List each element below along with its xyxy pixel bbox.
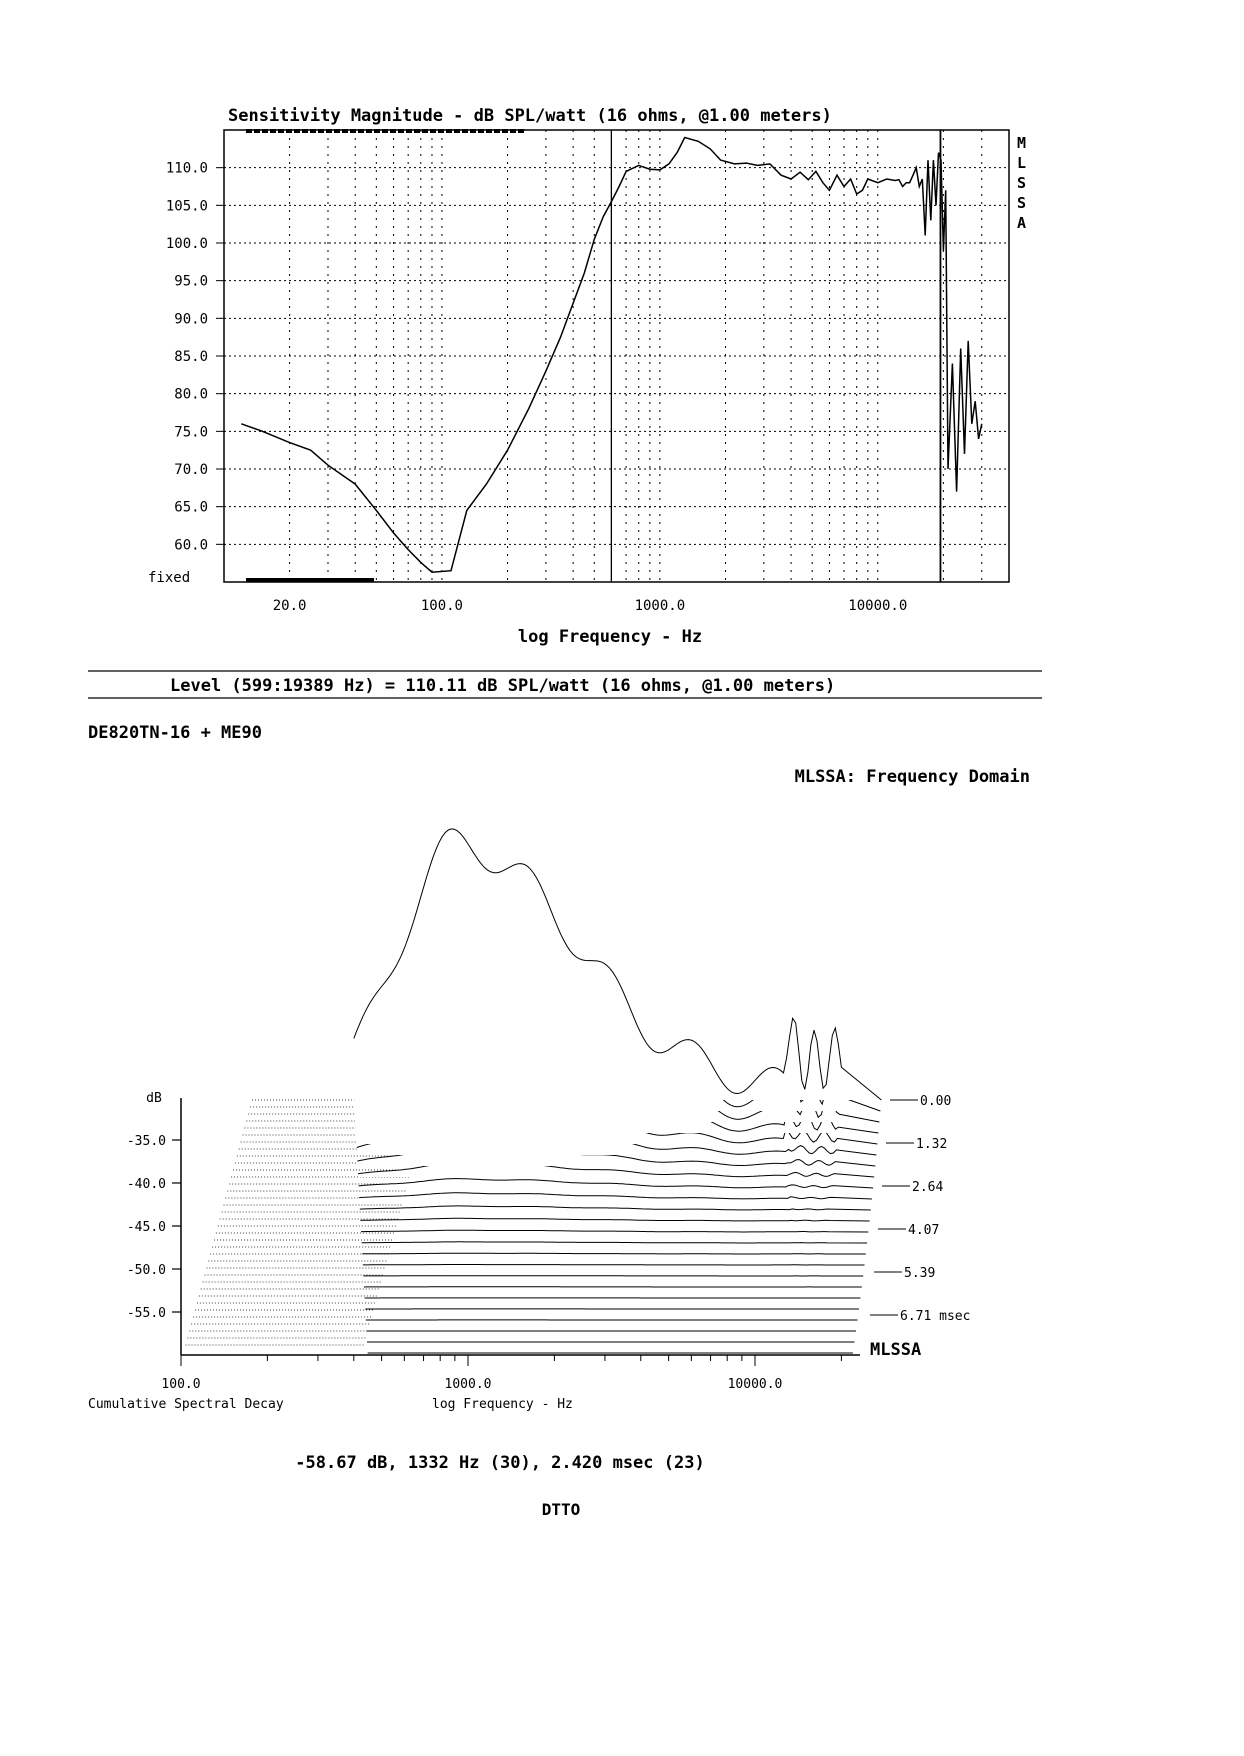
y-tick-label: 95.0 <box>174 273 208 290</box>
x-tick-label: 20.0 <box>272 598 307 614</box>
mlssa-side-label <box>1017 134 1026 232</box>
y-tick-label: -45.0 <box>126 1220 166 1235</box>
decay-slice <box>362 1253 866 1254</box>
chart-title: Sensitivity Magnitude - dB SPL/watt (16 ohms, @1.00 meters) <box>228 106 832 126</box>
y-tick-labels <box>127 1134 181 1321</box>
x-tick-label: 100.0 <box>161 1377 201 1392</box>
time-tick-labels <box>870 1094 970 1324</box>
waterfall-x-label: log Frequency - Hz <box>432 1397 573 1412</box>
x-tick-label: 10000.0 <box>727 1377 783 1392</box>
device-label: DE820TN-16 + ME90 <box>88 723 262 743</box>
side-label-letter: A <box>1017 214 1027 232</box>
level-readout: Level (599:19389 Hz) = 110.11 dB SPL/watt (16 ohms, @1.00 meters) <box>170 676 836 696</box>
time-tick-label: 6.71 msec <box>900 1309 971 1324</box>
y-tick-label: 60.0 <box>174 537 208 554</box>
decay-slice-fill <box>354 829 882 1100</box>
y-tick-label: 105.0 <box>165 198 208 215</box>
y-tick-label: 85.0 <box>174 349 208 365</box>
y-tick-label: 110.0 <box>165 160 208 177</box>
y-tick-label: -50.0 <box>126 1263 166 1278</box>
y-tick-label: 90.0 <box>174 311 208 328</box>
y-tick-label: 65.0 <box>174 499 208 516</box>
time-tick-label: 0.00 <box>920 1094 952 1109</box>
side-label-letter: S <box>1017 174 1027 192</box>
side-label-letter: L <box>1017 154 1027 172</box>
y-tick-label: -55.0 <box>126 1306 166 1321</box>
x-tick-label: 10000.0 <box>848 598 908 614</box>
y-tick-label: 75.0 <box>174 424 208 441</box>
sensitivity-chart <box>148 106 1026 647</box>
decay-slice <box>363 1265 865 1266</box>
y-tick-label: -40.0 <box>126 1177 166 1192</box>
x-axis-label: log Frequency - Hz <box>517 627 703 647</box>
y-tick-label: 70.0 <box>174 462 208 478</box>
y-tick-label: -35.0 <box>126 1134 166 1149</box>
x-tick-label: 1000.0 <box>634 598 686 614</box>
plot-frame <box>224 130 1009 582</box>
y-axis-label: dB <box>146 1091 162 1106</box>
y-tick-labels <box>166 161 208 554</box>
cumulative-spectral-decay-chart <box>88 829 970 1412</box>
x-tick-labels <box>161 1355 841 1392</box>
y-tick-label: 80.0 <box>174 386 208 403</box>
y-bottom-label: fixed <box>148 570 191 586</box>
x-tick-label: 1000.0 <box>444 1377 492 1392</box>
time-tick-label: 1.32 <box>916 1137 948 1152</box>
x-tick-label: 100.0 <box>420 598 464 614</box>
decay-slices <box>354 829 882 1353</box>
footer-label: DTTO <box>541 1500 581 1519</box>
side-label-letter: M <box>1017 134 1027 152</box>
time-tick-label: 2.64 <box>912 1180 944 1195</box>
y-tick-label: 100.0 <box>165 236 208 252</box>
time-tick-label: 5.39 <box>904 1266 936 1281</box>
x-tick-labels <box>273 598 908 614</box>
time-axis-label: MLSSA <box>870 1340 922 1360</box>
waterfall-title: Cumulative Spectral Decay <box>88 1397 284 1412</box>
cursor-readout: -58.67 dB, 1332 Hz (30), 2.420 msec (23) <box>295 1453 705 1473</box>
domain-label: MLSSA: Frequency Domain <box>794 767 1030 787</box>
side-label-letter: S <box>1017 194 1027 212</box>
time-tick-label: 4.07 <box>908 1223 940 1238</box>
